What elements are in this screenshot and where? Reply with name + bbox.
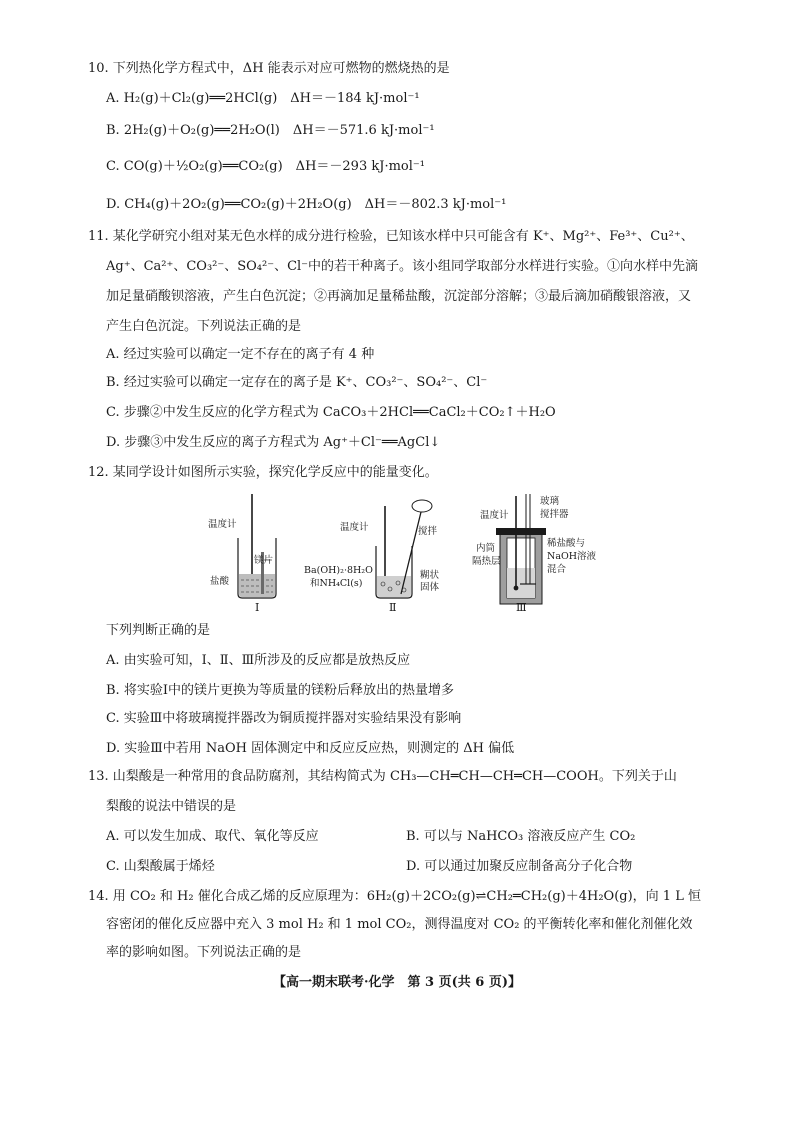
q13-option-d: D. 可以通过加聚反应制备高分子化合物 <box>406 859 633 874</box>
q10-option-c: C. CO(g)＋½O₂(g)══CO₂(g) ΔH＝－293 kJ·mol⁻¹ <box>106 159 425 174</box>
q11-option-b: B. 经过实验可以确定一定存在的离子是 K⁺、CO₃²⁻、SO₄²⁻、Cl⁻ <box>106 375 488 390</box>
q12-option-d: D. 实验Ⅲ中若用 NaOH 固体测定中和反应反应热，则测定的 ΔH 偏低 <box>106 741 515 756</box>
q10-stem: 10. 下列热化学方程式中，ΔH 能表示对应可燃物的燃烧热的是 <box>88 61 450 76</box>
label-roman-2: Ⅱ <box>389 601 397 612</box>
q10-option-a: A. H₂(g)＋Cl₂(g)══2HCl(g) ΔH＝－184 kJ·mol⁻¹ <box>106 91 420 106</box>
label-thermometer-3: 温度计 <box>480 510 509 521</box>
q12-option-a: A. 由实验可知，Ⅰ、Ⅱ、Ⅲ所涉及的反应都是放热反应 <box>106 653 411 668</box>
apparatus-1 <box>208 494 276 612</box>
q11-option-a: A. 经过实验可以确定一定不存在的离子有 4 种 <box>106 347 375 362</box>
q11-stem-line-3: 加足量硝酸钡溶液，产生白色沉淀；②再滴加足量稀盐酸，沉淀部分溶解；③最后滴加硝酸银溶液，又 <box>106 289 692 304</box>
experiment-diagram <box>200 490 600 612</box>
q13-stem-line-1: 13. 山梨酸是一种常用的食品防腐剂，其结构简式为 CH₃—CH═CH—CH═CH—COOH。下列关于山 <box>88 769 677 784</box>
q12-option-b: B. 将实验Ⅰ中的镁片更换为等质量的镁粉后释放出的热量增多 <box>106 683 454 698</box>
label-roman-3: Ⅲ <box>516 601 527 612</box>
q13-option-b: B. 可以与 NaHCO₃ 溶液反应产生 CO₂ <box>406 829 636 844</box>
label-mg-strip: 镁片 <box>254 555 274 566</box>
q14-stem-line-1: 14. 用 CO₂ 和 H₂ 催化合成乙烯的反应原理为：6H₂(g)＋2CO₂(g)⇌CH₂═CH₂(g)＋4H₂O(g)，向 1 L 恒 <box>88 889 701 904</box>
q12-option-c: C. 实验Ⅲ中将玻璃搅拌器改为铜质搅拌器对实验结果没有影响 <box>106 711 462 726</box>
q13-option-a: A. 可以发生加成、取代、氧化等反应 <box>106 829 319 844</box>
q12-lead: 下列判断正确的是 <box>106 623 211 638</box>
label-thermometer-1: 温度计 <box>208 519 237 530</box>
apparatus-3 <box>472 494 597 612</box>
label-paste-line-1: 糊状 <box>420 570 440 581</box>
apparatus-2 <box>304 500 440 612</box>
page-footer: 【高一期末联考·化学 第 3 页(共 6 页)】 <box>272 975 522 990</box>
label-baoh-line-1: Ba(OH)₂·8H₂O <box>304 565 373 576</box>
q11-stem-line-1: 11. 某化学研究小组对某无色水样的成分进行检验，已知该水样中只可能含有 K⁺、Mg²⁺、Fe³⁺、Cu²⁺、 <box>88 229 694 244</box>
label-stir: 搅拌 <box>418 526 438 537</box>
q11-stem-line-2: Ag⁺、Ca²⁺、CO₃²⁻、SO₄²⁻、Cl⁻中的若干种离子。该小组同学取部分水样进行实验。①向水样中先滴 <box>106 259 699 274</box>
label-mix-line-3: 混合 <box>547 564 567 575</box>
label-roman-1: Ⅰ <box>255 601 260 612</box>
label-thermometer-2: 温度计 <box>340 522 369 533</box>
label-hcl: 盐酸 <box>210 576 230 587</box>
label-glass-line-2: 搅拌器 <box>540 509 569 520</box>
q10-option-b: B. 2H₂(g)＋O₂(g)══2H₂O(l) ΔH＝－571.6 kJ·mol⁻¹ <box>106 123 435 138</box>
label-paste-line-2: 固体 <box>420 582 440 593</box>
q11-option-c: C. 步骤②中发生反应的化学方程式为 CaCO₃＋2HCl══CaCl₂＋CO₂↑＋H₂O <box>106 405 556 420</box>
q11-stem-line-4: 产生白色沉淀。下列说法正确的是 <box>106 319 302 334</box>
q14-stem-line-2: 容密闭的催化反应器中充入 3 mol H₂ 和 1 mol CO₂，测得温度对 CO₂ 的平衡转化率和催化剂催化效 <box>106 917 693 932</box>
q11-option-d: D. 步骤③中发生反应的离子方程式为 Ag⁺＋Cl⁻══AgCl↓ <box>106 435 441 450</box>
q10-option-d: D. CH₄(g)＋2O₂(g)══CO₂(g)＋2H₂O(g) ΔH＝－802.3 kJ·mol⁻¹ <box>106 197 507 212</box>
label-glass-line-1: 玻璃 <box>540 496 560 507</box>
q13-option-c: C. 山梨酸属于烯烃 <box>106 859 215 874</box>
label-baoh-line-2: 和NH₄Cl(s) <box>310 578 363 589</box>
label-mix-line-1: 稀盐酸与 <box>547 538 586 549</box>
label-inner-line-1: 内筒 <box>476 543 496 554</box>
q14-stem-line-3: 率的影响如图。下列说法正确的是 <box>106 945 302 960</box>
label-mix-line-2: NaOH溶液 <box>547 551 597 562</box>
label-inner-line-2: 隔热层 <box>472 556 501 567</box>
q13-stem-line-2: 梨酸的说法中错误的是 <box>106 799 237 814</box>
q12-stem: 12. 某同学设计如图所示实验，探究化学反应中的能量变化。 <box>88 465 438 480</box>
